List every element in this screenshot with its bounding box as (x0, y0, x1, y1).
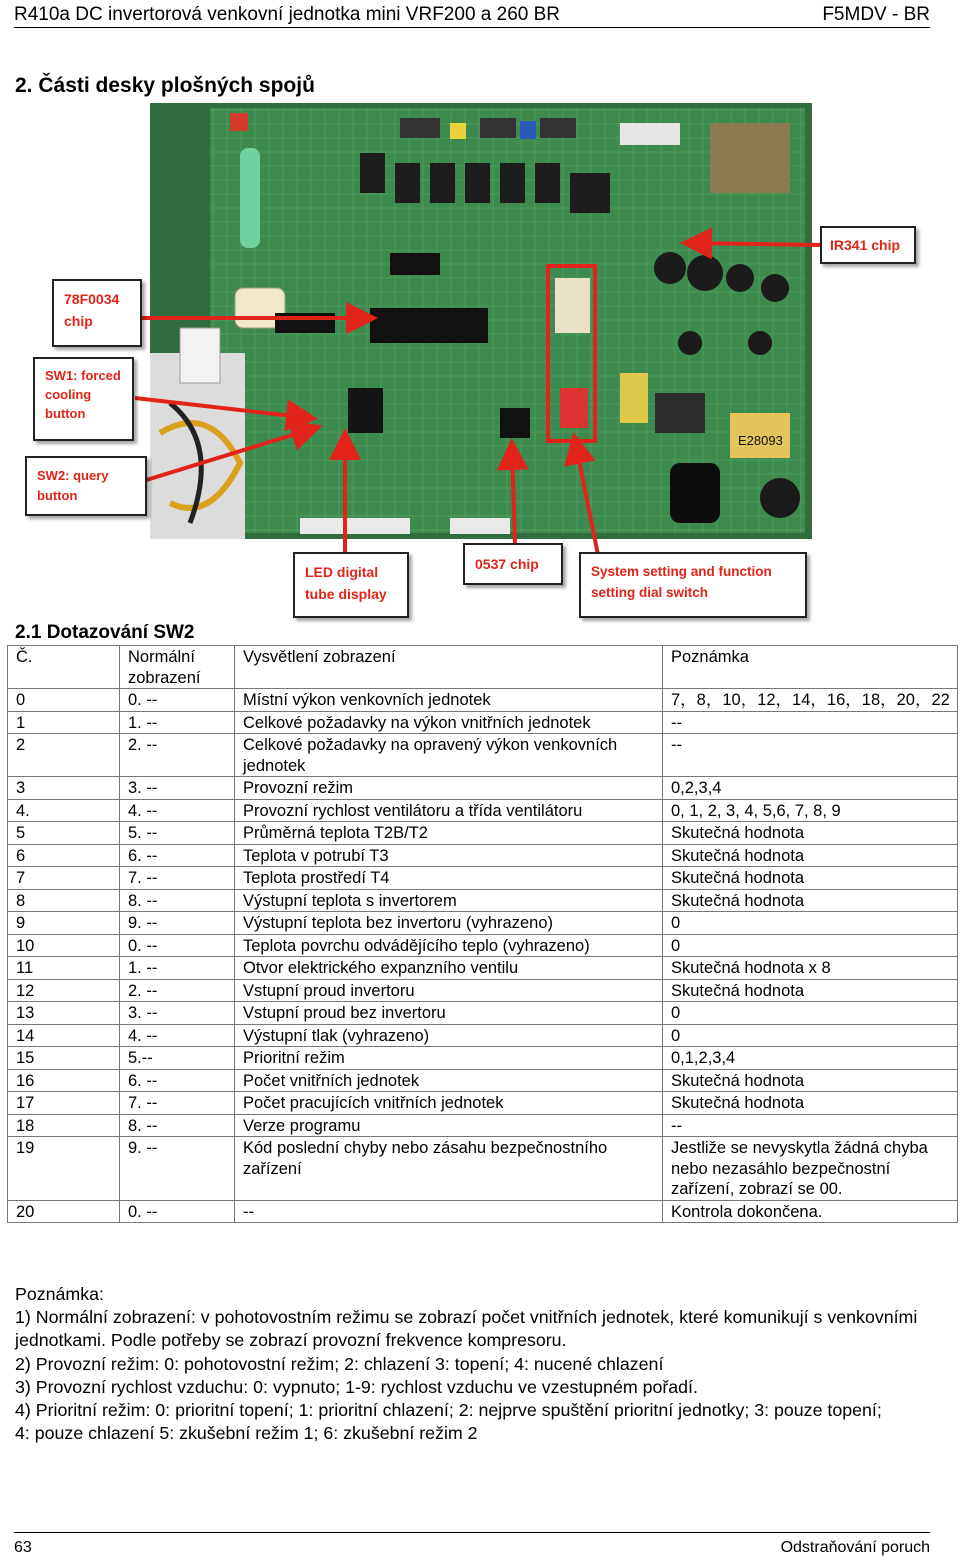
callout-text: System setting and function setting dial switch (591, 564, 772, 600)
header-cell: Č. (8, 646, 120, 689)
table-row (8, 934, 958, 957)
table-cell: 0 (663, 1024, 958, 1047)
table-cell: 3. -- (120, 1002, 235, 1025)
callout-led-display (293, 552, 409, 618)
table-cell: 5. -- (120, 822, 235, 845)
table-row (8, 1047, 958, 1070)
note-item: 3) Provozní rychlost vzduchu: 0: vypnuto; 1-9: rychlost vzduchu ve vzestupném pořadí. (15, 1376, 698, 1397)
table-cell: Skutečná hodnota (663, 822, 958, 845)
table-cell: 1. -- (120, 711, 235, 734)
note-item: 4: pouze chlazení 5: zkušební režim 1; 6: zkušební režim 2 (15, 1423, 478, 1444)
table-cell: 6. -- (120, 1069, 235, 1092)
table-cell: 19 (8, 1137, 120, 1201)
table-row (8, 1069, 958, 1092)
table-cell: 8 (8, 889, 120, 912)
table-cell: 14 (8, 1024, 120, 1047)
table-cell: Místní výkon venkovních jednotek (235, 689, 663, 712)
table-cell: 10 (8, 934, 120, 957)
table-cell: Počet pracujících vnitřních jednotek (235, 1092, 663, 1115)
callout-text: LED digital tube display (305, 564, 387, 602)
table-row (8, 1092, 958, 1115)
table-cell: 0 (663, 912, 958, 935)
table-row (8, 979, 958, 1002)
table-cell: 4. -- (120, 799, 235, 822)
table-cell: 8. -- (120, 1114, 235, 1137)
table-cell: Skutečná hodnota (663, 889, 958, 912)
table-row (8, 1114, 958, 1137)
table-row (8, 822, 958, 845)
table-cell: 20 (8, 1200, 120, 1223)
table-cell: 0 (663, 1002, 958, 1025)
table-cell: Skutečná hodnota (663, 979, 958, 1002)
callout-78f0034-chip (52, 279, 142, 347)
page-footer (14, 1532, 930, 1557)
subsection-title: 2.1 Dotazování SW2 (15, 622, 195, 643)
table-row (8, 777, 958, 800)
table-cell: 8. -- (120, 889, 235, 912)
table-row (8, 734, 958, 777)
document-title: R410a DC invertorová venkovní jednotka mini VRF200 a 260 BR (14, 4, 561, 25)
table-cell: 2. -- (120, 734, 235, 777)
board-label: E28093 (738, 433, 783, 448)
table-cell: 1. -- (120, 957, 235, 980)
table-cell: 9 (8, 912, 120, 935)
table-cell: 4. (8, 799, 120, 822)
table-cell: 17 (8, 1092, 120, 1115)
table-row (8, 912, 958, 935)
callout-sw2-button (25, 456, 147, 516)
table-cell: 2. -- (120, 979, 235, 1002)
table-row (8, 957, 958, 980)
note-item: 1) Normální zobrazení: v pohotovostním režimu se zobrazí počet vnitřních jednotek, které komunikují s venkovními jednotkami. Podle potřeby se zobrazí provozní frekvence kompresoru. (15, 1307, 918, 1351)
table-cell: 0,2,3,4 (663, 777, 958, 800)
table-cell: 0. -- (120, 689, 235, 712)
section-title: 2. Části desky plošných spojů (15, 74, 315, 97)
table-cell: Počet vnitřních jednotek (235, 1069, 663, 1092)
query-table (7, 645, 958, 1223)
table-cell: Skutečná hodnota (663, 844, 958, 867)
table-cell: 0. -- (120, 934, 235, 957)
table-cell: 12 (8, 979, 120, 1002)
table-row (8, 1024, 958, 1047)
table-cell: Provozní režim (235, 777, 663, 800)
table-cell: 7. -- (120, 1092, 235, 1115)
notes-title: Poznámka: (15, 1284, 104, 1304)
notes-section (15, 1283, 935, 1445)
callout-text: 0537 chip (475, 556, 539, 572)
table-cell: 0. -- (120, 1200, 235, 1223)
table-cell: Celkové požadavky na výkon vnitřních jednotek (235, 711, 663, 734)
table-cell: 7. -- (120, 867, 235, 890)
table-row (8, 844, 958, 867)
table-cell: 11 (8, 957, 120, 980)
table-cell: Provozní rychlost ventilátoru a třída ventilátoru (235, 799, 663, 822)
table-cell: 5.-- (120, 1047, 235, 1070)
table-cell: 13 (8, 1002, 120, 1025)
table-cell: 9. -- (120, 1137, 235, 1201)
table-cell: 9. -- (120, 912, 235, 935)
table-cell: 0 (8, 689, 120, 712)
table-cell: 6 (8, 844, 120, 867)
table-row (8, 1137, 958, 1201)
callout-sw1-button (33, 357, 134, 441)
table-cell: Vstupní proud invertoru (235, 979, 663, 1002)
callout-text: SW2: query button (37, 468, 109, 504)
callout-text: IR341 chip (830, 237, 901, 253)
table-cell: Teplota v potrubí T3 (235, 844, 663, 867)
table-cell: -- (235, 1200, 663, 1223)
callout-text: 78F0034 chip (64, 291, 120, 329)
callout-0537-chip (463, 543, 563, 585)
table-cell: 3 (8, 777, 120, 800)
table-cell: Teplota prostředí T4 (235, 867, 663, 890)
table-cell: Skutečná hodnota (663, 867, 958, 890)
table-cell: -- (663, 1114, 958, 1137)
table-cell: Vstupní proud bez invertoru (235, 1002, 663, 1025)
model-code: F5MDV - BR (822, 4, 930, 25)
header-cell: Poznámka (663, 646, 958, 689)
table-row (8, 889, 958, 912)
pcb-photo (150, 103, 812, 539)
table-cell: Skutečná hodnota x 8 (663, 957, 958, 980)
table-cell: -- (663, 711, 958, 734)
table-cell: Otvor elektrického expanzního ventilu (235, 957, 663, 980)
table-cell: 16 (8, 1069, 120, 1092)
table-cell: 18 (8, 1114, 120, 1137)
table-cell: Jestliže se nevyskytla žádná chyba nebo nezasáhlo bezpečnostní zařízení, zobrazí se 00. (663, 1137, 958, 1201)
table-cell: Skutečná hodnota (663, 1092, 958, 1115)
table-row (8, 799, 958, 822)
table-cell: 4. -- (120, 1024, 235, 1047)
table-cell: 5 (8, 822, 120, 845)
table-cell: 0,1,2,3,4 (663, 1047, 958, 1070)
table-cell: Kód poslední chyby nebo zásahu bezpečnostního zařízení (235, 1137, 663, 1201)
footer-section: Odstraňování poruch (780, 1539, 930, 1556)
table-cell: 7 (8, 867, 120, 890)
table-cell: Průměrná teplota T2B/T2 (235, 822, 663, 845)
table-cell: 0, 1, 2, 3, 4, 5,6, 7, 8, 9 (663, 799, 958, 822)
page-header (14, 2, 930, 28)
table-cell: Kontrola dokončena. (663, 1200, 958, 1223)
table-cell: 7，8，10，12，14，16，18，20，22 (663, 689, 958, 712)
header-cell: Normální zobrazení (120, 646, 235, 689)
table-header-row (8, 646, 958, 689)
callout-ir341-chip (820, 226, 916, 264)
table-cell: 3. -- (120, 777, 235, 800)
callout-dial-switch (579, 552, 807, 618)
header-cell: Vysvětlení zobrazení (235, 646, 663, 689)
callout-text: SW1: forced cooling button (45, 368, 121, 421)
table-cell: Prioritní režim (235, 1047, 663, 1070)
note-item: 4) Prioritní režim: 0: prioritní topení; 1: prioritní chlazení; 2: nejprve spuštění prioritní jednotky; 3: pouze topení; (15, 1400, 882, 1421)
table-row (8, 689, 958, 712)
table-row (8, 1002, 958, 1025)
table-cell: Výstupní teplota bez invertoru (vyhrazeno) (235, 912, 663, 935)
table-cell: Teplota povrchu odvádějícího teplo (vyhrazeno) (235, 934, 663, 957)
table-row (8, 1200, 958, 1223)
table-cell: 2 (8, 734, 120, 777)
table-cell: 6. -- (120, 844, 235, 867)
note-item: 2) Provozní režim: 0: pohotovostní režim; 2: chlazení 3: topení; 4: nucené chlazení (15, 1353, 664, 1374)
table-cell: Výstupní teplota s invertorem (235, 889, 663, 912)
table-cell: 15 (8, 1047, 120, 1070)
table-cell: Celkové požadavky na opravený výkon venkovních jednotek (235, 734, 663, 777)
table-cell: Výstupní tlak (vyhrazeno) (235, 1024, 663, 1047)
table-cell: -- (663, 734, 958, 777)
table-cell: 0 (663, 934, 958, 957)
table-row (8, 711, 958, 734)
table-cell: 1 (8, 711, 120, 734)
table-row (8, 867, 958, 890)
table-cell: Skutečná hodnota (663, 1069, 958, 1092)
page-number: 63 (14, 1539, 32, 1556)
table-cell: Verze programu (235, 1114, 663, 1137)
